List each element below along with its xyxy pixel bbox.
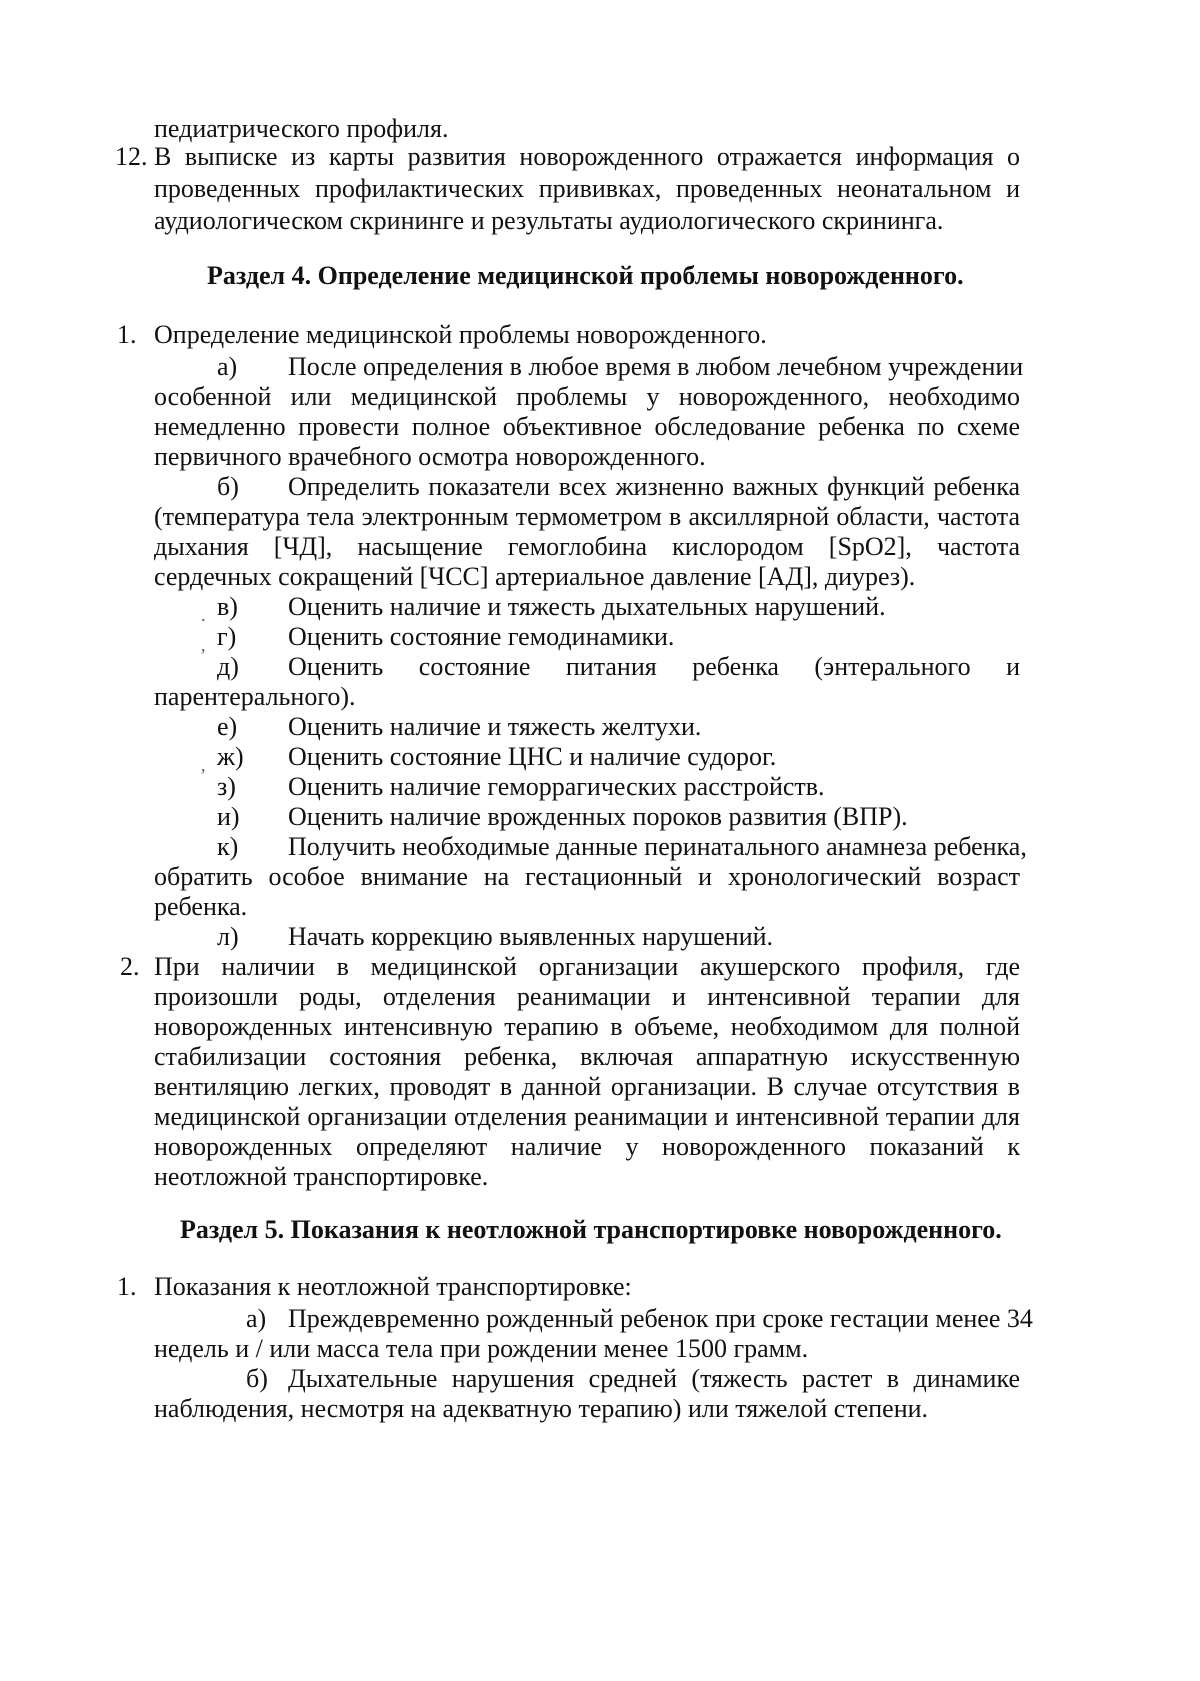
list-item-title: Определение медицинской проблемы новорожденного. xyxy=(154,320,767,349)
paragraph-text: сердечных сокращений [ЧСС] артериальное давление [АД], диурез). xyxy=(154,562,916,591)
paragraph-text: немедленно провести полное объективное обследование ребенка по схеме xyxy=(154,412,1020,441)
paragraph-text: особенной или медицинской проблемы у новорожденного, необходимо xyxy=(154,382,1020,411)
paragraph-text: аудиологическом скрининге и результаты аудиологического скрининга. xyxy=(154,206,944,235)
paragraph-text: ребенка. xyxy=(154,892,248,921)
paragraph-text: (температура тела электронным термометром в аксиллярной области, частота xyxy=(154,502,1020,531)
section-5-heading: Раздел 5. Показания к неотложной транспортировке новорожденного. xyxy=(180,1215,1002,1244)
paragraph-text: Оценить состояние гемодинамики. xyxy=(288,622,675,651)
sub-item-label: в) xyxy=(217,592,238,621)
paragraph-text: Начать коррекцию выявленных нарушений. xyxy=(288,922,774,951)
paragraph-text: парентерального). xyxy=(154,682,356,711)
sub-item-label: а) xyxy=(217,352,238,381)
list-number: 1. xyxy=(117,320,137,349)
stray-mark: , xyxy=(201,755,206,775)
paragraph-text: Определить показатели всех жизненно важных функций ребенка xyxy=(288,472,1020,501)
sub-item-label: к) xyxy=(217,832,239,861)
list-item-title: Показания к неотложной транспортировке: xyxy=(154,1272,632,1301)
paragraph-text: произошли роды, отделения реанимации и интенсивной терапии для xyxy=(154,982,1020,1011)
paragraph-text: Оценить наличие геморрагических расстройств. xyxy=(288,772,825,801)
paragraph-text: неотложной транспортировке. xyxy=(154,1162,489,1191)
sub-item-label: б) xyxy=(246,1364,268,1393)
sub-item-label: д) xyxy=(217,652,239,681)
paragraph-text: недель и / или масса тела при рождении менее 1500 грамм. xyxy=(154,1334,809,1363)
sub-item-label: г) xyxy=(217,622,237,651)
paragraph-text: Оценить наличие врожденных пороков развития (ВПР). xyxy=(288,802,908,831)
sub-item-label: ж) xyxy=(217,742,244,771)
sub-item-label: и) xyxy=(217,802,240,831)
sub-item-label: е) xyxy=(217,712,238,741)
paragraph-text: Оценить наличие и тяжесть желтухи. xyxy=(288,712,702,741)
paragraph-text: обратить особое внимание на гестационный и хронологический возраст xyxy=(154,862,1020,891)
paragraph-text: медицинской организации отделения реанимации и интенсивной терапии для xyxy=(154,1102,1020,1131)
paragraph-text: Дыхательные нарушения средней (тяжесть растет в динамике xyxy=(288,1364,1020,1393)
paragraph-text: Преждевременно рожденный ребенок при сроке гестации менее 34 xyxy=(288,1304,1033,1333)
paragraph-text: новорожденных определяют наличие у новорожденного показаний к xyxy=(154,1132,1020,1161)
paragraph-text: Оценить состояние питания ребенка (энтерального и xyxy=(288,652,1020,681)
paragraph-text: В выписке из карты развития новорожденного отражается информация о xyxy=(154,142,1020,171)
paragraph-text: новорожденных интенсивную терапию в объеме, необходимом для полной xyxy=(154,1012,1020,1041)
paragraph-text: проведенных профилактических прививках, проведенных неонатальном и xyxy=(154,174,1020,203)
stray-mark: , xyxy=(201,635,206,655)
list-number: 2. xyxy=(120,952,140,981)
paragraph-text: вентиляцию легких, проводят в данной организации. В случае отсутствия в xyxy=(154,1072,1020,1101)
paragraph-text: дыхания [ЧД], насыщение гемоглобина кислородом [SpO2], частота xyxy=(154,532,1020,561)
stray-mark: . xyxy=(201,605,206,625)
list-number: 1. xyxy=(117,1272,137,1301)
sub-item-label: а) xyxy=(246,1304,267,1333)
paragraph-text: Оценить наличие и тяжесть дыхательных нарушений. xyxy=(288,592,886,621)
section-4-heading: Раздел 4. Определение медицинской проблемы новорожденного. xyxy=(207,261,964,290)
sub-item-label: з) xyxy=(217,772,236,801)
sub-item-label: л) xyxy=(217,922,239,951)
paragraph-text: наблюдения, несмотря на адекватную терапию) или тяжелой степени. xyxy=(154,1394,929,1423)
paragraph-text: Получить необходимые данные перинатального анамнеза ребенка, xyxy=(288,832,1027,861)
paragraph-text: педиатрического профиля. xyxy=(154,114,449,143)
paragraph-text: Оценить состояние ЦНС и наличие судорог. xyxy=(288,742,777,771)
paragraph-text: первичного врачебного осмотра новорожденного. xyxy=(154,442,706,471)
paragraph-text: стабилизации состояния ребенка, включая аппаратную искусственную xyxy=(154,1042,1020,1071)
paragraph-text: После определения в любое время в любом лечебном учреждении xyxy=(288,352,1024,381)
paragraph-text: При наличии в медицинской организации акушерского профиля, где xyxy=(154,952,1020,981)
sub-item-label: б) xyxy=(217,472,239,501)
list-number: 12. xyxy=(115,142,148,171)
